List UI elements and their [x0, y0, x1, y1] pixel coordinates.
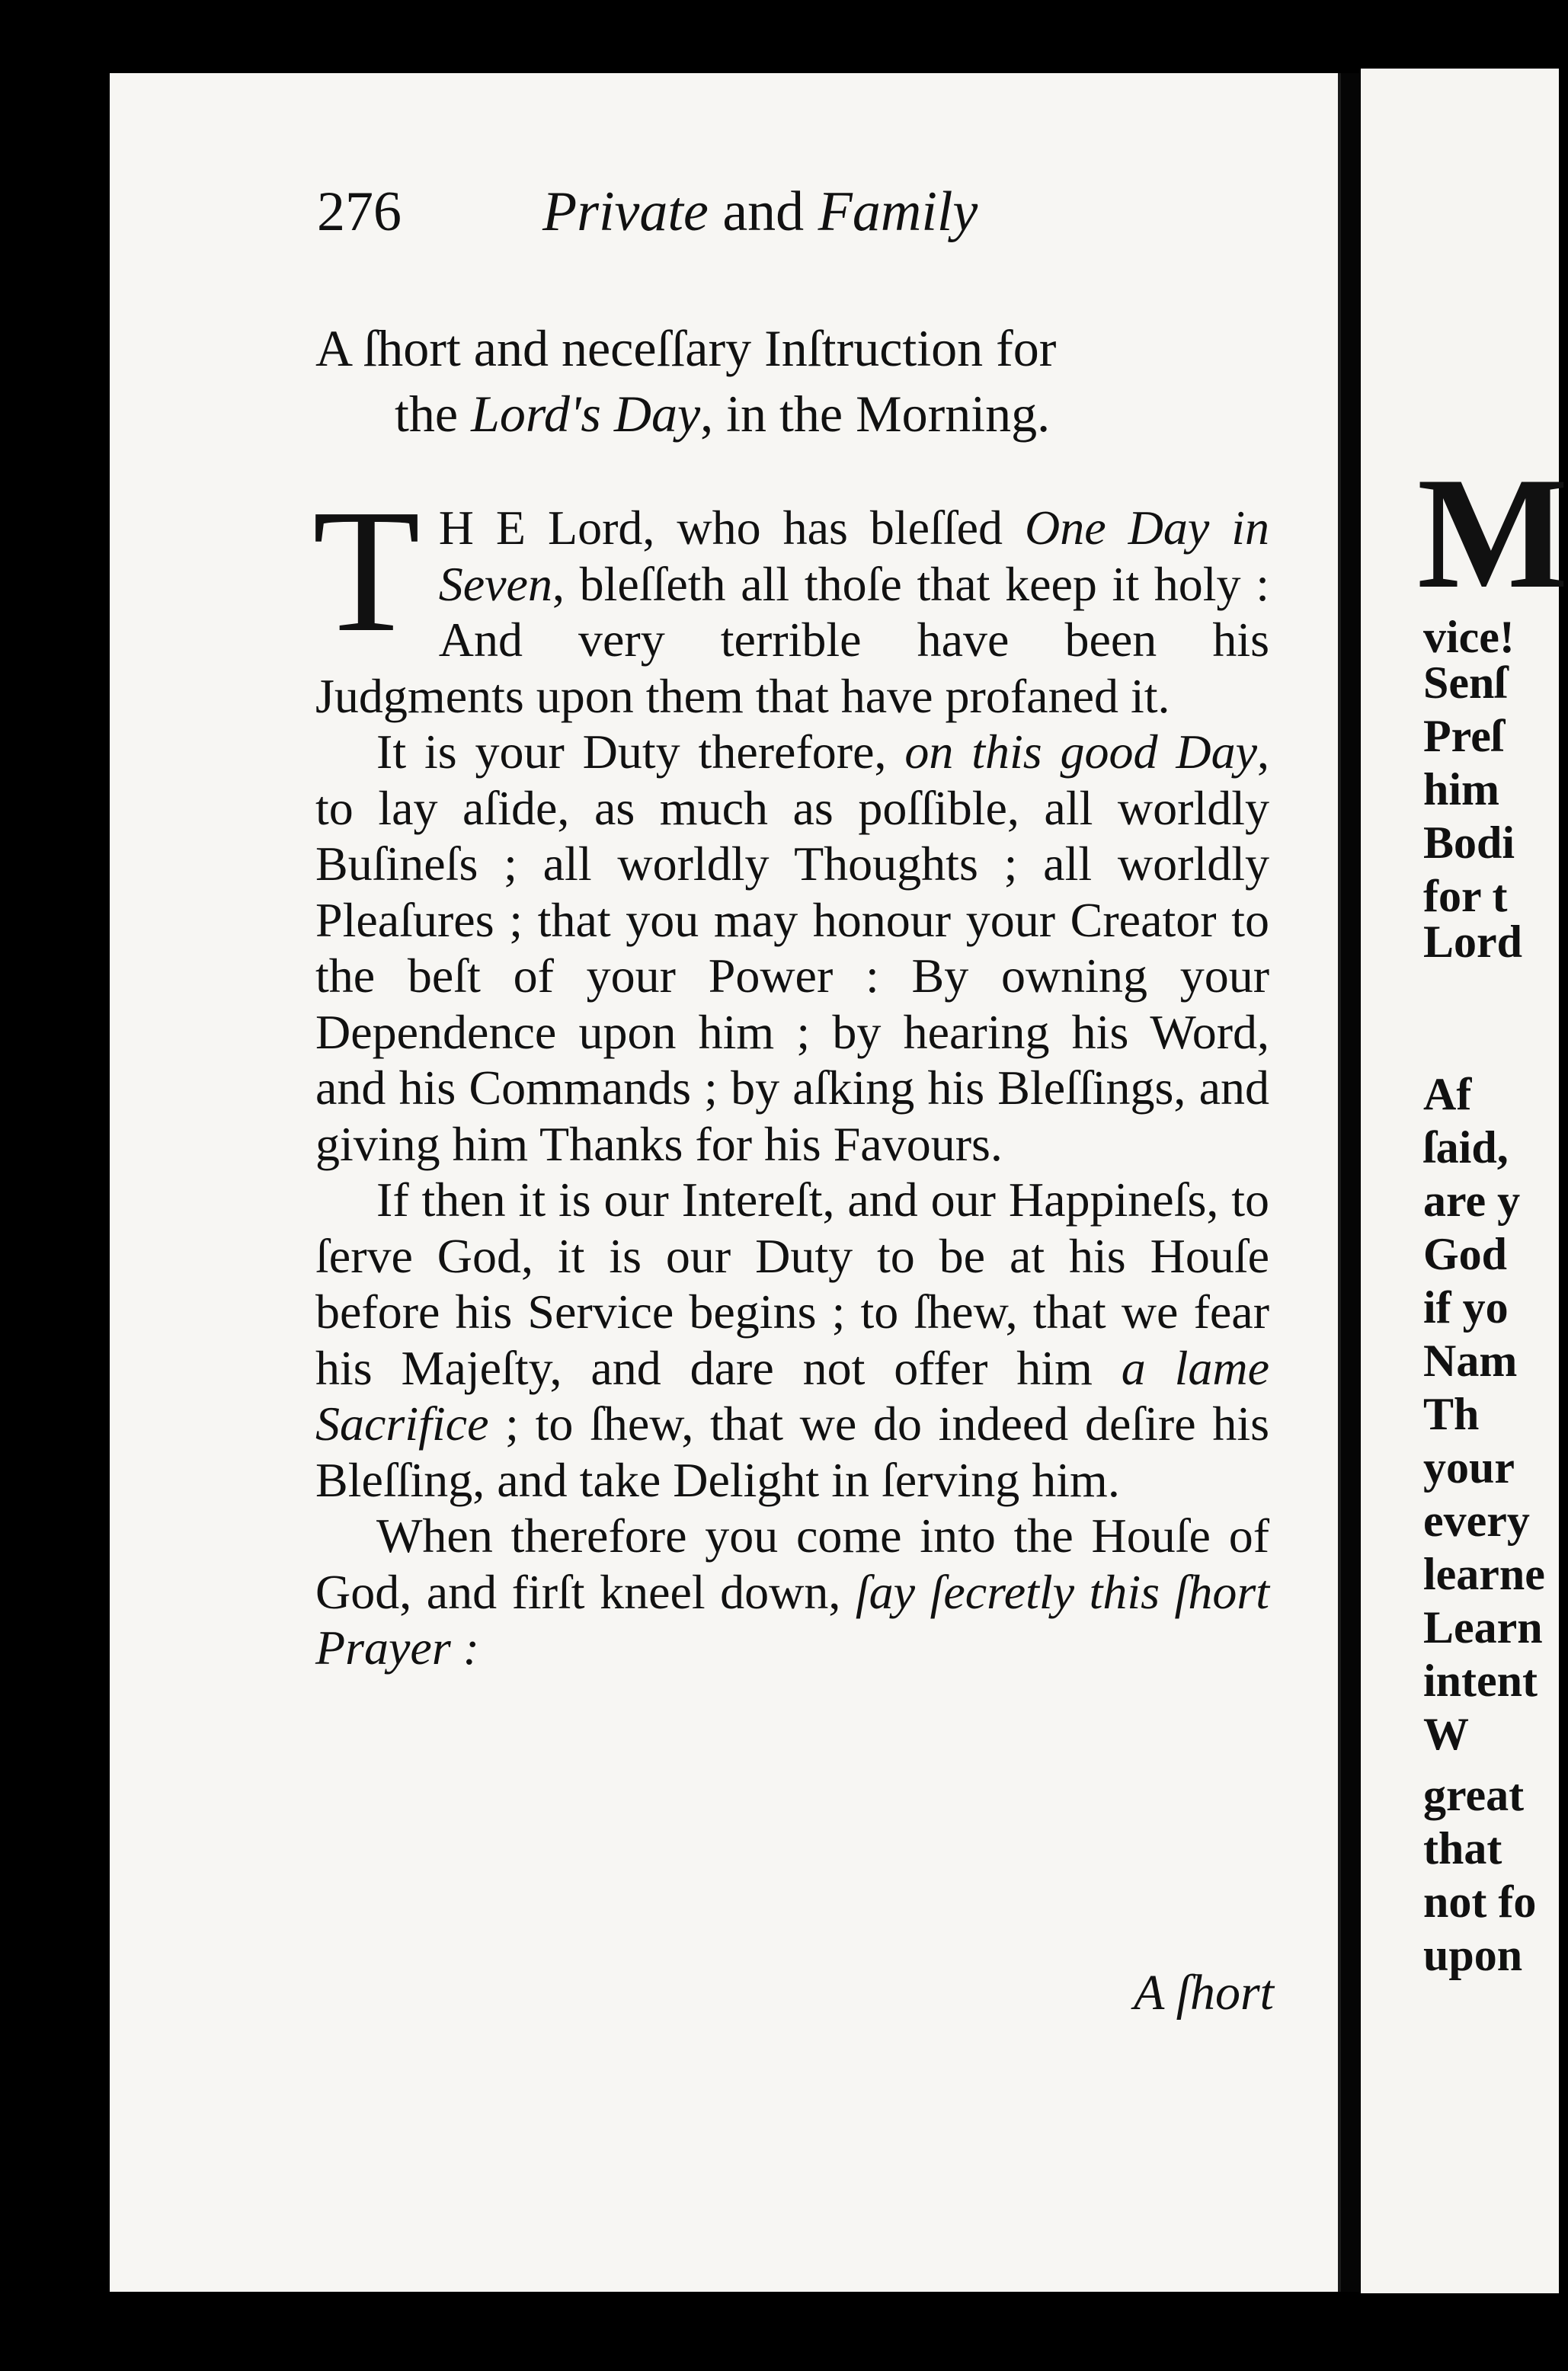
para1-text-c: , bleſſeth all thoſe that keep it holy : And very terrible have been his Judgments upon them that have profaned it.	[315, 556, 1269, 723]
right-page-line: Nam	[1423, 1336, 1518, 1386]
paragraph-1	[312, 473, 1270, 724]
para3-italic: a lame Sacrifice	[315, 1340, 1270, 1451]
book-gutter	[1341, 73, 1359, 2292]
right-page-line: upon	[1423, 1930, 1523, 1980]
page-header	[317, 180, 1277, 248]
paragraph-3	[315, 1172, 1269, 1508]
paragraph-4	[315, 1508, 1269, 1676]
section-heading	[315, 315, 1268, 446]
para3-text-a: If then it is our Intereſt, and our Happineſs, to ſerve God, it is our Duty to be at his Houſe before his Service begins ; to ſhew, that we fear his Majeſty, and dare not offer him	[315, 1173, 1269, 1395]
heading-the: the	[395, 385, 472, 443]
heading-line-1: A ſhort and neceſſary Inſtruction for	[315, 319, 1057, 377]
heading-line-2	[315, 381, 1268, 446]
para4-italic: ſay ſecretly this ſhort Prayer :	[315, 1564, 1270, 1675]
para3-text-c: ; to ſhew, that we do indeed deſire his Bleſſing, and take Delight in ſerving him.	[315, 1397, 1269, 1507]
para2-text-c: , to lay aſide, as much as poſſible, all worldly Buſineſs ; all worldly Thoughts ; all worldly Pleaſures ; that you may honour your Creator to the beſt of your Power : By owning your Dependence upon him ; by hearing his Word, and his Commands ; by aſking his Bleſſings, and giving him Thanks for his Favours.	[315, 725, 1269, 1171]
para1-text-a: H E Lord, who has bleſſed	[438, 501, 1026, 555]
right-page-line: him	[1423, 764, 1500, 814]
right-page-line: for t	[1423, 871, 1508, 921]
right-page-line: Af	[1423, 1069, 1472, 1119]
right-page-line: vice!	[1423, 612, 1515, 662]
right-page-line: learne	[1423, 1549, 1545, 1599]
catchword: A ſhort	[1134, 1965, 1274, 2021]
right-page-line: Preſ	[1423, 711, 1504, 761]
right-page-line: your	[1423, 1442, 1515, 1493]
right-page-line: if yo	[1423, 1282, 1509, 1333]
drop-cap: T	[312, 473, 421, 669]
para2-italic: on this good Day	[904, 725, 1257, 779]
right-page-line: Bodi	[1423, 818, 1515, 868]
paragraph-2	[315, 724, 1269, 1172]
right-page-line: W	[1423, 1709, 1469, 1759]
running-title-family: Family	[818, 181, 978, 243]
right-page-line: God	[1423, 1229, 1508, 1279]
para2-text-a: It is your Duty therefore,	[376, 725, 905, 779]
right-page-line: Lord	[1423, 917, 1523, 967]
right-page-line: ſaid,	[1423, 1122, 1509, 1173]
right-page-line: are y	[1423, 1176, 1521, 1226]
right-page-line: intent	[1423, 1656, 1538, 1706]
page-number: 276	[317, 181, 402, 243]
right-page-line: Senſ	[1423, 658, 1508, 708]
right-page-line: that	[1423, 1823, 1502, 1873]
right-page-line: Th	[1423, 1389, 1480, 1439]
heading-lords-day: Lord's Day	[471, 385, 701, 443]
para4-text-a: When therefore you come into the Houſe of God, and firſt kneel down,	[315, 1509, 1269, 1619]
running-title-private: Private	[542, 181, 709, 243]
right-page-initial: M	[1417, 445, 1568, 622]
right-page-line: not fo	[1423, 1877, 1537, 1927]
right-page-line: Learn	[1423, 1602, 1543, 1653]
heading-morning: , in the Morning.	[700, 385, 1051, 443]
para1-italic: One Day in Seven	[438, 501, 1270, 611]
right-page-line: every	[1423, 1496, 1530, 1546]
running-title-and: and	[708, 181, 818, 243]
running-title	[542, 180, 978, 245]
body-text	[312, 473, 1270, 1676]
right-page-line: great	[1423, 1770, 1525, 1820]
